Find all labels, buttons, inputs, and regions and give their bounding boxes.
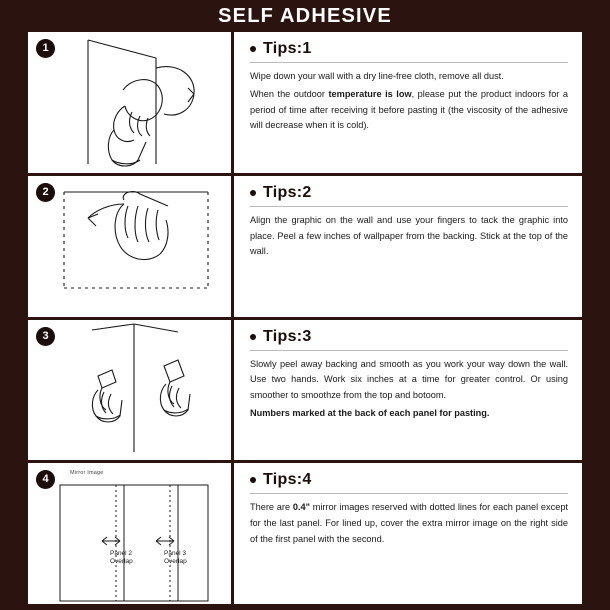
step-row-1	[28, 32, 582, 176]
bullet-dot-icon	[250, 46, 256, 52]
step-row-2	[28, 176, 582, 320]
tips-title-4: Tips:4	[263, 471, 312, 489]
step-number-badge-1: 1	[36, 39, 55, 58]
step-1-illustration	[28, 32, 234, 173]
panel-3-overlap-label-line2: Overlap	[164, 558, 187, 566]
tips-header-2	[250, 184, 568, 207]
step-number-badge-2: 2	[36, 183, 55, 202]
step-3-tips	[234, 320, 582, 461]
panel-2-overlap-label-line1: Panel 2	[110, 550, 133, 558]
step-2-illustration	[28, 176, 234, 317]
tips-title-2: Tips:2	[263, 183, 312, 201]
step-row-3	[28, 320, 582, 464]
page-title: SELF ADHESIVE	[218, 5, 392, 27]
hand-peeling-top-icon	[28, 176, 234, 302]
step-3-illustration	[28, 320, 234, 461]
panel-3-overlap-label-line1: Panel 3	[164, 550, 187, 558]
mirror-image-caption: Mirror Image	[70, 470, 104, 477]
bullet-dot-icon	[250, 190, 256, 196]
bullet-dot-icon	[250, 334, 256, 340]
tips-body-2: Align the graphic on the wall and use your fingers to tack the graphic into place. Peel a few inches of wallpaper from the backing. Stick at the top of the wall.	[250, 214, 568, 257]
panel-overlap-diagram-icon	[28, 463, 234, 604]
step-row-4	[28, 463, 582, 604]
steps-card	[28, 32, 582, 604]
hand-wiping-wall-icon	[28, 32, 234, 172]
step-2-tips	[234, 176, 582, 317]
tips-title-1: Tips:1	[263, 40, 312, 57]
tips-body-4: There are 0.4" mirror images reserved with dotted lines for each panel except for the last panel. For lined up, cover the extra mirror image on the right side of the first panel with the second.	[250, 502, 568, 544]
step-1-tips	[234, 32, 582, 173]
panel-2-overlap-label-line2: Overlap	[110, 558, 133, 566]
tips-title-3: Tips:3	[263, 327, 312, 345]
step-4-tips	[234, 463, 582, 604]
tips-header-4	[250, 471, 568, 494]
tips-body-1: Wipe down your wall with a dry line-free cloth, remove all dust. When the outdoor temperature is low, please put the product indoors for a period of time after receiving it before pasting it (the viscosity of the adhesive will decrease when it is cold).	[250, 71, 568, 131]
tips-body-3: Slowly peel away backing and smooth as you work your way down the wall. Use two hands. Work six inches at a time for greater control. Or using smoother to smoothze from the top and botoom. Numbers marked at the back of each panel for pasting.	[250, 358, 568, 418]
bullet-dot-icon	[250, 477, 256, 483]
tips-header-1	[250, 40, 568, 63]
step-number-badge-3: 3	[36, 327, 55, 346]
tips-header-3	[250, 328, 568, 351]
two-hands-smoothing-icon	[28, 320, 234, 456]
step-number-badge-4: 4	[36, 470, 55, 489]
step-4-illustration	[28, 463, 234, 604]
